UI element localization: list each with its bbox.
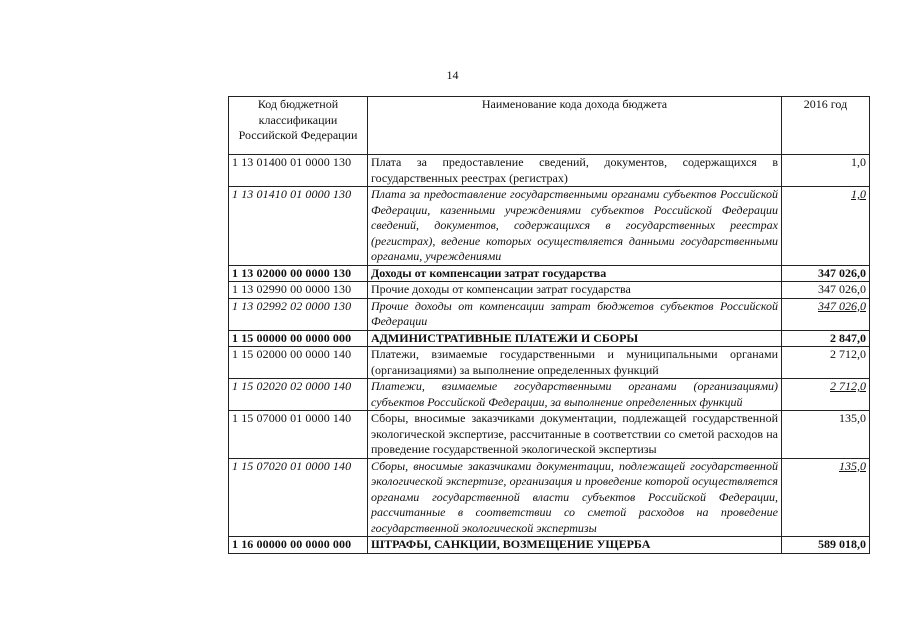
amount-cell bbox=[782, 537, 870, 554]
budget-code-cell: 1 13 01410 01 0000 130 bbox=[229, 187, 368, 266]
budget-code-cell: 1 13 01400 01 0000 130 bbox=[229, 155, 368, 187]
amount-cell bbox=[782, 458, 870, 537]
table-row bbox=[229, 330, 870, 347]
table-row bbox=[229, 347, 870, 379]
amount-cell bbox=[782, 187, 870, 266]
amount-value: 135,0 bbox=[839, 411, 866, 425]
budget-code-cell: 1 13 02990 00 0000 130 bbox=[229, 282, 368, 299]
amount-cell bbox=[782, 155, 870, 187]
amount-value: 2 847,0 bbox=[830, 330, 866, 345]
budget-code-cell: 1 15 00000 00 0000 000 bbox=[229, 330, 368, 347]
revenue-name-cell: Доходы от компенсации затрат государства bbox=[368, 265, 782, 282]
amount-cell bbox=[782, 379, 870, 411]
header-code: Код бюджетной классификации Российской Федерации bbox=[229, 97, 368, 155]
revenue-name-cell: Плата за предоставление сведений, документов, содержащихся в государственных реестрах (регистрах) bbox=[368, 155, 782, 187]
table-row bbox=[229, 379, 870, 411]
budget-code-cell: 1 13 02992 02 0000 130 bbox=[229, 298, 368, 330]
table-row bbox=[229, 537, 870, 554]
budget-code-cell: 1 13 02000 00 0000 130 bbox=[229, 265, 368, 282]
amount-cell bbox=[782, 347, 870, 379]
budget-code-cell: 1 15 07020 01 0000 140 bbox=[229, 458, 368, 537]
amount-value: 135,0 bbox=[839, 458, 866, 473]
table-row bbox=[229, 187, 870, 266]
table-row bbox=[229, 155, 870, 187]
amount-value: 347 026,0 bbox=[818, 282, 866, 296]
amount-value: 2 712,0 bbox=[830, 379, 866, 393]
amount-value: 347 026,0 bbox=[818, 298, 866, 313]
amount-value: 589 018,0 bbox=[818, 537, 866, 551]
budget-revenue-table bbox=[228, 96, 870, 554]
amount-value: 347 026,0 bbox=[818, 265, 866, 280]
table-row bbox=[229, 298, 870, 330]
table-header-row bbox=[229, 97, 870, 155]
amount-cell bbox=[782, 282, 870, 299]
revenue-name-cell: Прочие доходы от компенсации затрат бюджетов субъектов Российской Федерации bbox=[368, 298, 782, 330]
table-body bbox=[229, 155, 870, 554]
amount-value: 2 712,0 bbox=[830, 347, 866, 361]
budget-code-cell: 1 15 02000 00 0000 140 bbox=[229, 347, 368, 379]
page-number: 14 bbox=[446, 68, 459, 82]
revenue-name-cell: АДМИНИСТРАТИВНЫЕ ПЛАТЕЖИ И СБОРЫ bbox=[368, 330, 782, 347]
revenue-name-cell: Сборы, вносимые заказчиками документации, подлежащей государственной экологической экспертизе, рассчитанные в соответствии со сметой расходов на проведение государственной экологической экспертизы bbox=[368, 411, 782, 459]
amount-value: 1,0 bbox=[851, 155, 866, 169]
amount-cell bbox=[782, 298, 870, 330]
amount-value: 1,0 bbox=[851, 187, 866, 201]
budget-code-cell: 1 16 00000 00 0000 000 bbox=[229, 537, 368, 554]
revenue-name-cell: Сборы, вносимые заказчиками документации, подлежащей государственной экологической экспертизе, организация и проведение которой осуществляется органами государственной власти субъектов Российской Федерации, рассчитанные в соответствии со сметой расходов на проведение государственной экологической экспертизы bbox=[368, 458, 782, 537]
table-row bbox=[229, 265, 870, 282]
budget-code-cell: 1 15 07000 01 0000 140 bbox=[229, 411, 368, 459]
table-row bbox=[229, 458, 870, 537]
revenue-name-cell: ШТРАФЫ, САНКЦИИ, ВОЗМЕЩЕНИЕ УЩЕРБА bbox=[368, 537, 782, 554]
amount-cell bbox=[782, 265, 870, 282]
table-row bbox=[229, 282, 870, 299]
revenue-name-cell: Платежи, взимаемые государственными и муниципальными органами (организациями) за выполнение определенных функций bbox=[368, 347, 782, 379]
amount-cell bbox=[782, 411, 870, 459]
revenue-name-cell: Прочие доходы от компенсации затрат государства bbox=[368, 282, 782, 299]
header-name: Наименование кода дохода бюджета bbox=[368, 97, 782, 155]
amount-cell bbox=[782, 330, 870, 347]
budget-code-cell: 1 15 02020 02 0000 140 bbox=[229, 379, 368, 411]
header-year: 2016 год bbox=[782, 97, 870, 155]
table-row bbox=[229, 411, 870, 459]
revenue-name-cell: Плата за предоставление государственными органами субъектов Российской Федерации, казенными учреждениями субъектов Российской Федерации сведений, документов, содержащихся в государственных реестрах (регистрах), ведение которых осуществляется данными государственными органами, учреждениями bbox=[368, 187, 782, 266]
revenue-name-cell: Платежи, взимаемые государственными органами (организациями) субъектов Российской Федерации, за выполнение определенных функций bbox=[368, 379, 782, 411]
